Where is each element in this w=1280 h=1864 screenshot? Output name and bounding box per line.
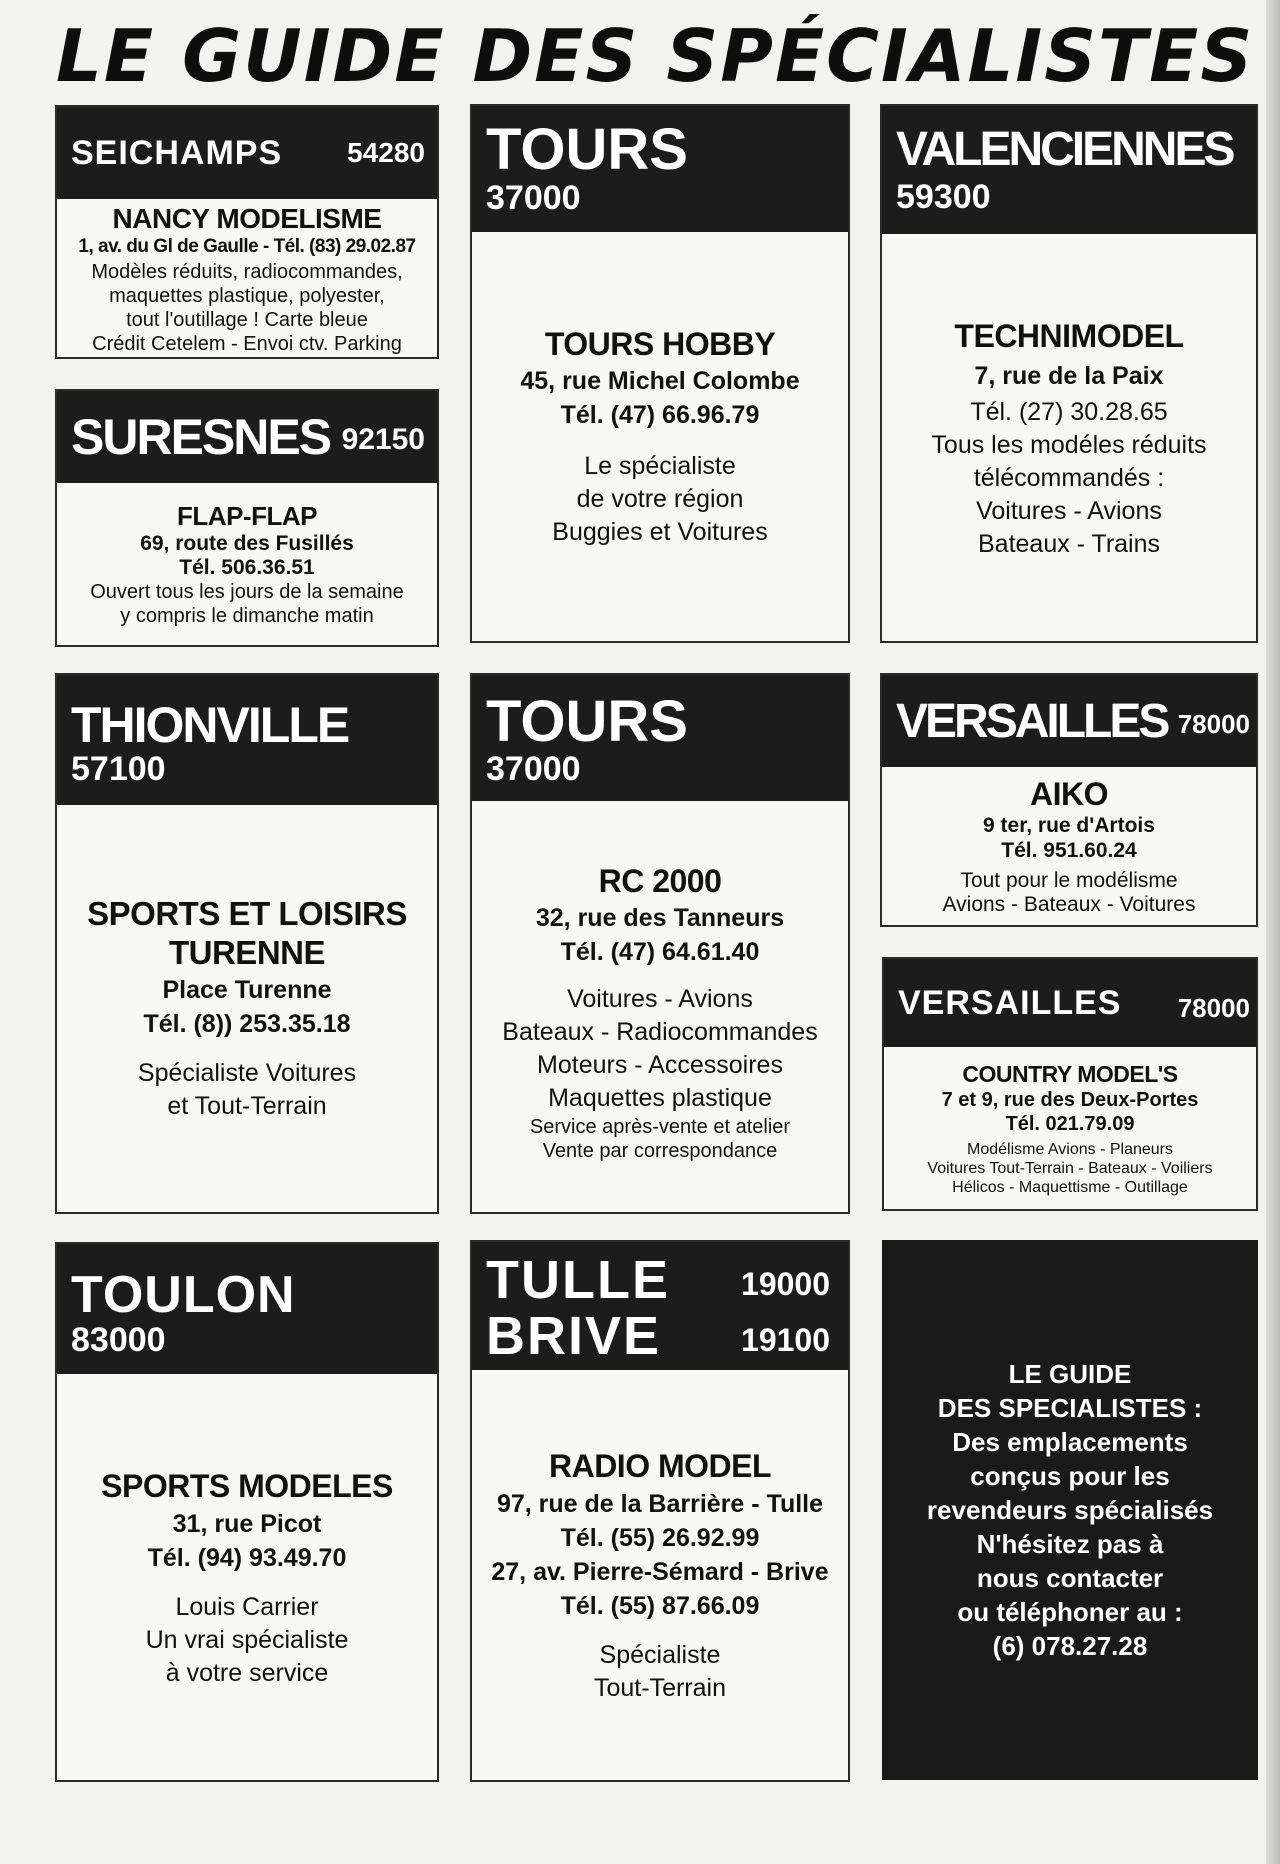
card-header <box>472 1242 848 1370</box>
promo-line: ou téléphoner au : <box>957 1597 1183 1627</box>
city-name: VALENCIENNES <box>896 123 1233 176</box>
shop-description: Voitures - Avions <box>976 496 1162 525</box>
city-name: THIONVILLE <box>71 697 349 753</box>
shop-description: Buggies et Voitures <box>552 518 768 546</box>
city-name: VERSAILLES <box>896 694 1168 748</box>
shop-name: TURENNE <box>168 933 325 971</box>
shop-phone: Tél. 506.36.51 <box>179 555 315 579</box>
shop-description: Voitures Tout-Terrain - Bateaux - Voiliers <box>927 1159 1213 1177</box>
postal-code: 19000 <box>741 1266 830 1302</box>
shop-description: Moteurs - Accessoires <box>537 1050 783 1079</box>
shop-phone: Tél. (8)) 253.35.18 <box>143 1009 351 1038</box>
card-body <box>57 483 437 645</box>
card-suresnes <box>55 389 439 647</box>
card-body <box>472 232 848 641</box>
shop-phone: Tél. (47) 66.96.79 <box>560 401 760 429</box>
shop-address: 7 et 9, rue des Deux-Portes <box>941 1088 1199 1111</box>
shop-description: Spécialiste <box>599 1641 721 1669</box>
shop-name: SPORTS ET LOISIRS <box>87 894 407 932</box>
promo-block <box>882 1240 1258 1780</box>
postal-code: 83000 <box>71 1321 166 1359</box>
shop-address: 97, rue de la Barrière - Tulle <box>496 1490 824 1518</box>
shop-description: et Tout-Terrain <box>167 1091 327 1120</box>
card-seichamps <box>55 105 439 359</box>
shop-description: Modélisme Avions - Planeurs <box>966 1140 1174 1158</box>
card-header <box>882 675 1256 767</box>
header-row-tulle <box>486 1252 834 1308</box>
shop-phone: Tél. 951.60.24 <box>1001 839 1137 862</box>
city-name: VERSAILLES <box>898 983 1122 1022</box>
shop-description: télécommandés : <box>973 463 1165 492</box>
shop-description: Tous les modéles réduits <box>931 430 1207 459</box>
promo-line: nous contacter <box>976 1563 1164 1593</box>
postal-code: 19100 <box>741 1322 830 1358</box>
shop-description: Bateaux - Trains <box>977 529 1161 558</box>
card-toulon <box>55 1242 439 1782</box>
shop-description: Spécialiste Voitures <box>137 1058 357 1087</box>
shop-description: à votre service <box>165 1658 329 1687</box>
card-tours-hobby <box>470 104 850 643</box>
promo-phone: (6) 078.27.28 <box>992 1631 1148 1661</box>
shop-description: Louis Carrier <box>175 1592 319 1621</box>
promo-line: N'hésitez pas à <box>976 1529 1164 1559</box>
postal-code: 54280 <box>347 137 425 168</box>
city-name: BRIVE <box>486 1306 662 1366</box>
card-body <box>57 805 437 1212</box>
card-valenciennes <box>880 104 1258 643</box>
shop-address: 27, av. Pierre-Sémard - Brive <box>491 1558 829 1586</box>
shop-description: Maquettes plastique <box>548 1083 772 1112</box>
shop-name: NANCY MODELISME <box>112 203 382 234</box>
promo-line: LE GUIDE <box>1008 1359 1132 1389</box>
card-body <box>882 234 1256 641</box>
card-header <box>57 1244 437 1374</box>
page-edge <box>1266 0 1280 1864</box>
shop-address: Place Turenne <box>162 975 332 1004</box>
card-body <box>57 1374 437 1780</box>
card-header <box>472 675 848 801</box>
shop-description: Le spécialiste <box>584 452 736 480</box>
shop-description: Bateaux - Radiocommandes <box>502 1017 818 1046</box>
page-title: LE GUIDE DES SPÉCIALISTES <box>56 14 1255 98</box>
city-name: TOURS <box>486 117 688 182</box>
promo-line: conçus pour les <box>970 1461 1170 1491</box>
postal-code: 37000 <box>486 750 581 788</box>
shop-note: Vente par correspondance <box>542 1139 778 1162</box>
card-rc-2000 <box>470 673 850 1214</box>
postal-code: 59300 <box>896 178 991 216</box>
shop-address: 69, route des Fusillés <box>140 531 354 555</box>
shop-description: maquettes plastique, polyester, <box>109 285 385 307</box>
shop-description: Modèles réduits, radiocommandes, <box>91 261 403 283</box>
card-header <box>472 106 848 232</box>
card-country-models <box>882 957 1258 1211</box>
promo-line: Des emplacements <box>952 1427 1188 1457</box>
card-aiko <box>880 673 1258 927</box>
shop-address: 1, av. du Gl de Gaulle - Tél. (83) 29.02.87 <box>78 236 416 257</box>
postal-code: 92150 <box>341 423 425 456</box>
shop-address: 45, rue Michel Colombe <box>520 367 800 395</box>
card-header <box>57 675 437 805</box>
postal-code: 78000 <box>1177 993 1250 1023</box>
shop-description: Tout-Terrain <box>594 1674 726 1702</box>
shop-address: 9 ter, rue d'Artois <box>983 814 1155 837</box>
card-header <box>882 106 1256 234</box>
shop-description: tout l'outillage ! Carte bleue <box>126 309 368 331</box>
postal-code: 57100 <box>71 750 166 788</box>
card-body <box>472 1370 848 1780</box>
card-body <box>57 199 437 357</box>
shop-description: Un vrai spécialiste <box>145 1625 349 1654</box>
city-name: TOURS <box>486 689 688 754</box>
card-body <box>472 801 848 1212</box>
shop-phone: Tél. (47) 64.61.40 <box>560 937 760 966</box>
shop-description: Ouvert tous les jours de la semaine <box>90 580 404 603</box>
city-name: SEICHAMPS <box>71 133 283 172</box>
shop-address: 31, rue Picot <box>172 1509 322 1538</box>
shop-name: RADIO MODEL <box>548 1448 772 1484</box>
card-header <box>57 391 437 483</box>
shop-phone: Tél. (55) 26.92.99 <box>560 1524 760 1552</box>
shop-address: 7, rue de la Paix <box>974 361 1164 390</box>
shop-name: TOURS HOBBY <box>544 326 776 362</box>
shop-phone: Tél. 021.79.09 <box>1005 1112 1135 1135</box>
shop-name: TECHNIMODEL <box>954 317 1184 354</box>
card-body <box>884 1047 1256 1209</box>
header-row-brive <box>486 1308 834 1364</box>
card-thionville <box>55 673 439 1214</box>
shop-description: Crédit Cetelem - Envoi ctv. Parking <box>92 333 402 355</box>
shop-description: de votre région <box>576 485 744 513</box>
postal-code: 78000 <box>1177 709 1250 739</box>
shop-phone: Tél. (94) 93.49.70 <box>147 1543 347 1572</box>
shop-description: Tout pour le modélisme <box>960 869 1178 892</box>
city-name: TOULON <box>71 1266 296 1324</box>
shop-name: RC 2000 <box>598 862 722 899</box>
shop-phone: Tél. (55) 87.66.09 <box>560 1592 760 1620</box>
card-body <box>882 767 1256 925</box>
card-radio-model <box>470 1240 850 1782</box>
promo-line: DES SPECIALISTES : <box>937 1393 1203 1423</box>
card-header <box>57 107 437 199</box>
shop-name: AIKO <box>1030 776 1108 812</box>
shop-name: SPORTS MODELES <box>101 1467 393 1504</box>
shop-name: COUNTRY MODEL'S <box>962 1060 1178 1087</box>
shop-description: Voitures - Avions <box>567 984 753 1013</box>
postal-code: 37000 <box>486 179 581 217</box>
card-header <box>884 959 1256 1047</box>
shop-address: 32, rue des Tanneurs <box>535 903 785 932</box>
shop-description: y compris le dimanche matin <box>120 604 374 627</box>
shop-name: FLAP-FLAP <box>177 500 317 531</box>
shop-description: Hélicos - Maquettisme - Outillage <box>952 1178 1188 1196</box>
shop-phone: Tél. (27) 30.28.65 <box>970 397 1168 426</box>
city-name: SURESNES <box>71 409 331 465</box>
shop-description: Avions - Bateaux - Voitures <box>942 893 1196 916</box>
promo-line: revendeurs spécialisés <box>926 1495 1214 1525</box>
shop-note: Service après-vente et atelier <box>529 1115 791 1138</box>
city-name: TULLE <box>486 1250 670 1310</box>
